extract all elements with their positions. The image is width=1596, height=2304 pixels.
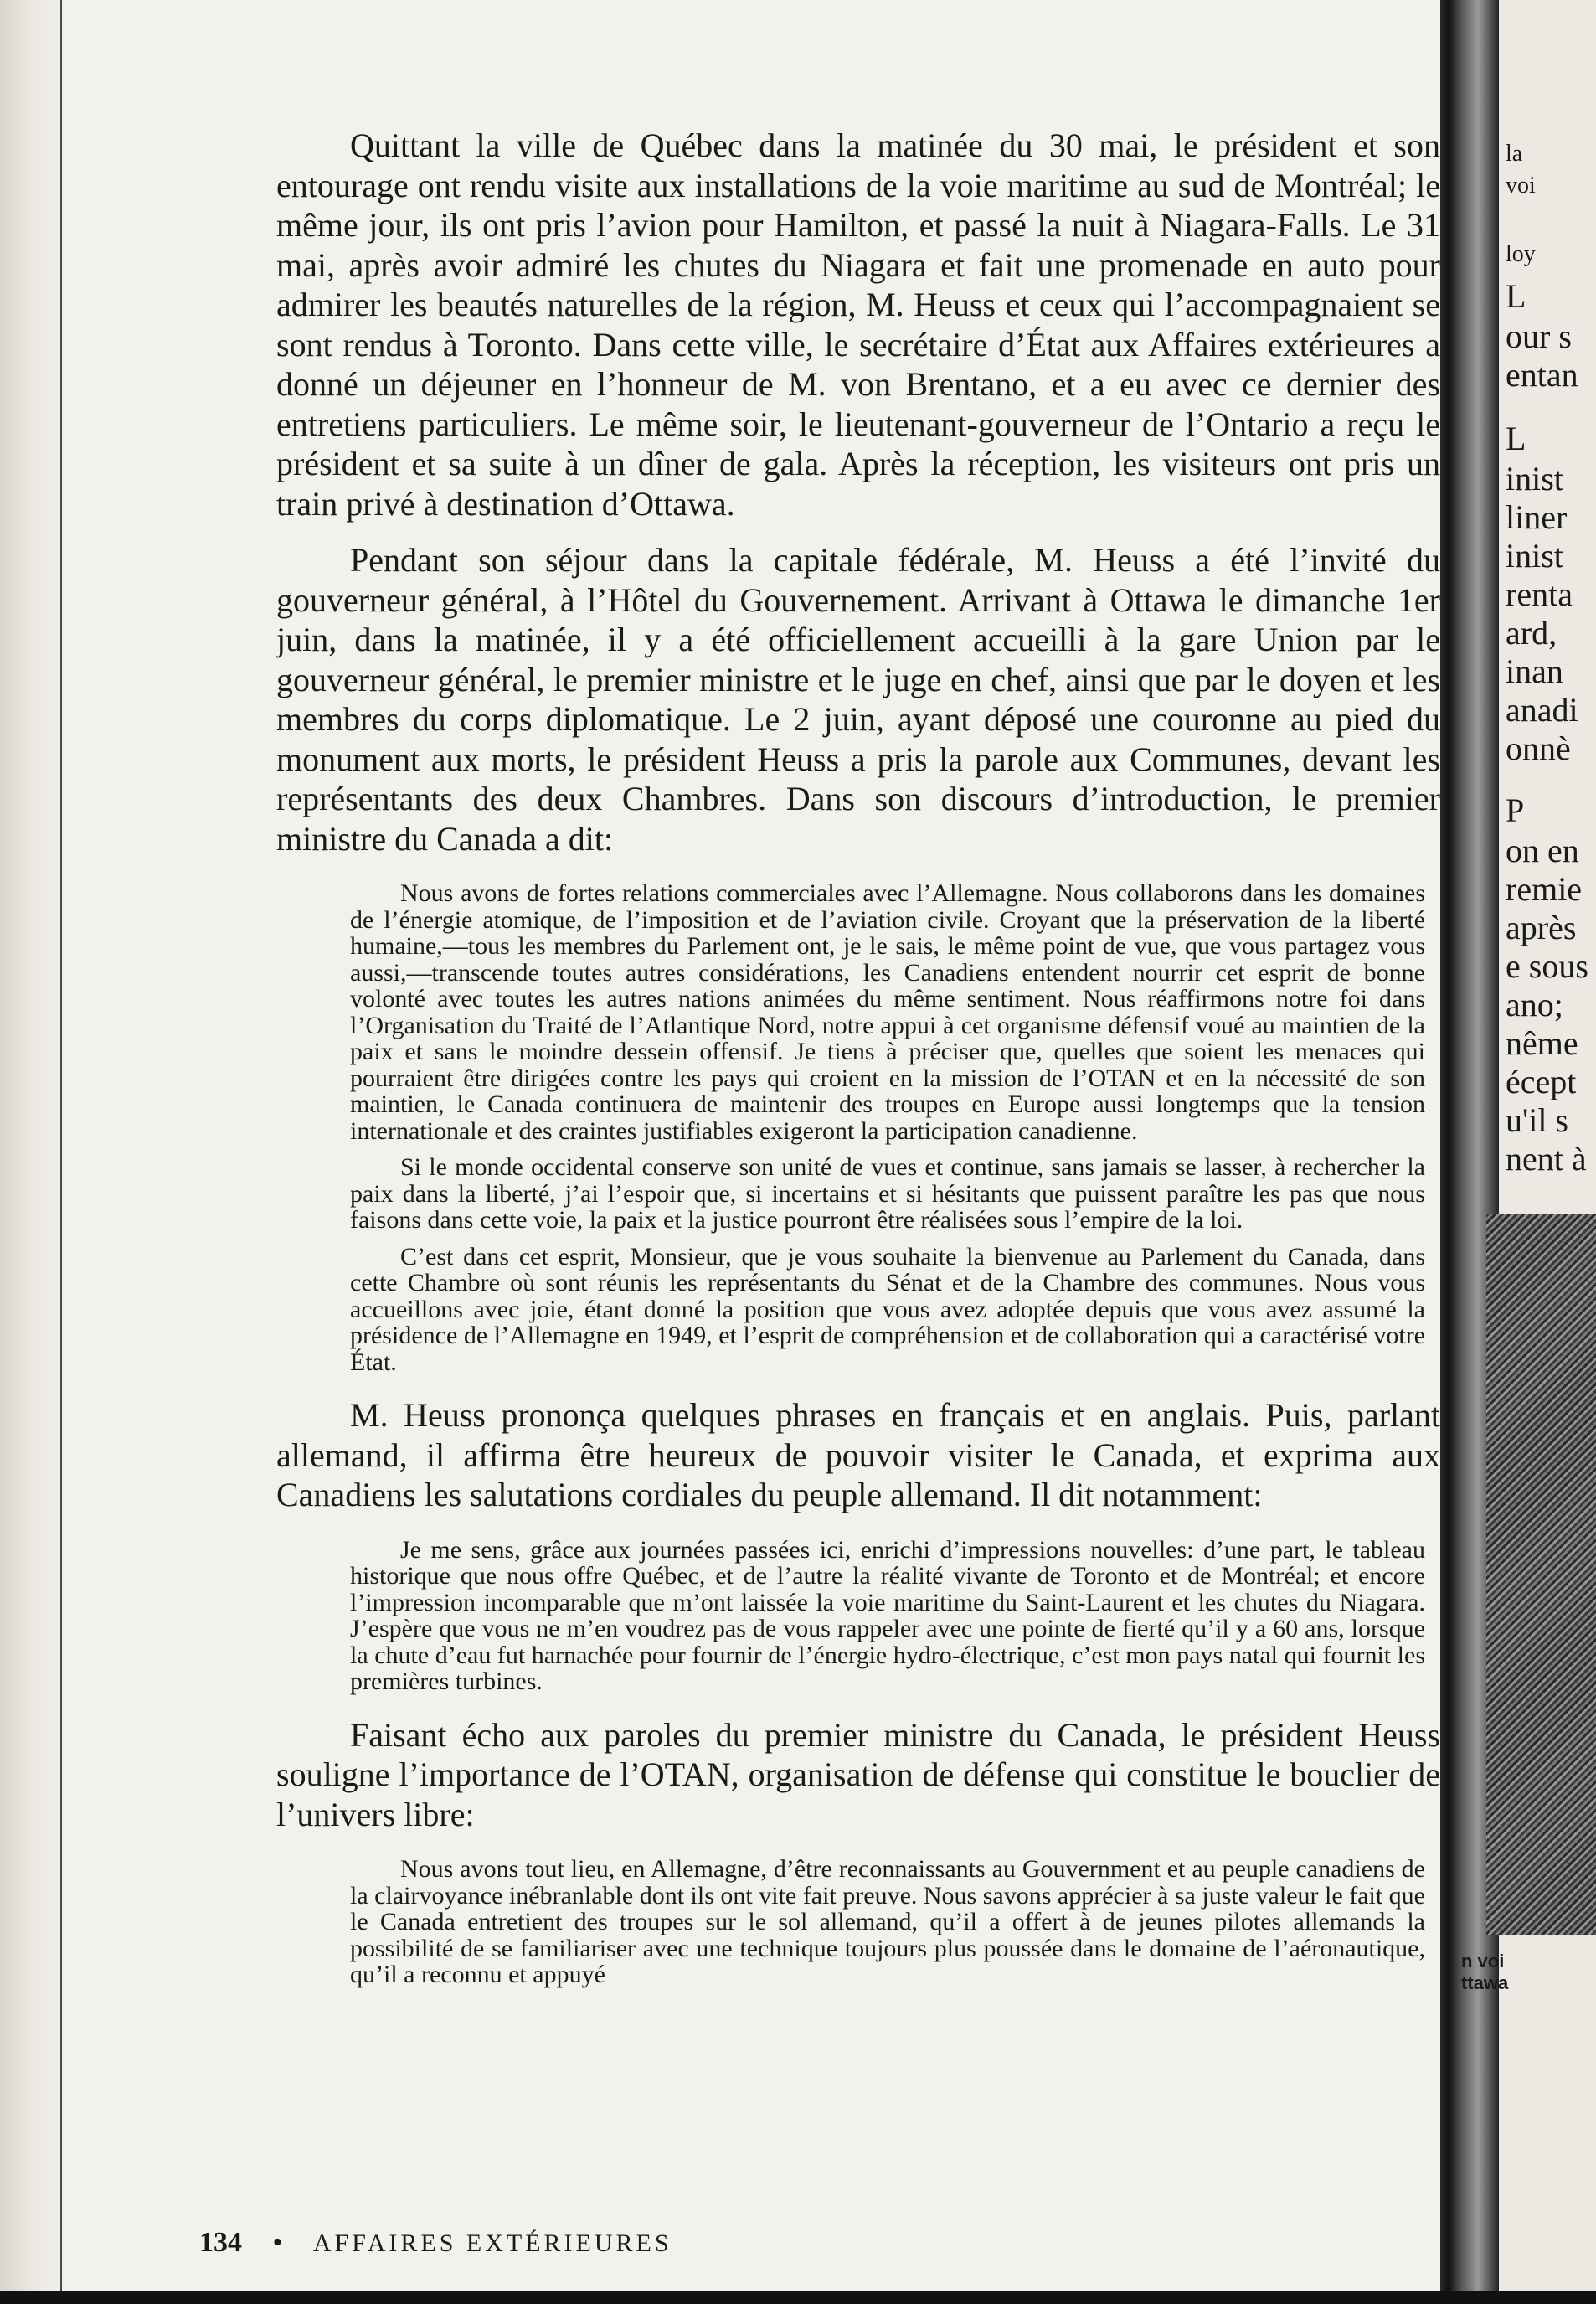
facing-fragment: L: [1506, 420, 1526, 457]
page-number: 134: [199, 2227, 242, 2258]
paragraph-heuss-speech: M. Heuss prononça quelques phrases en français et en anglais. Puis, parlant allemand, il affirma être heureux de pouvoir visiter le Canada, et exprima aux Canadiens les salutations cordiales du peuple allemand. Il dit notamment:: [276, 1396, 1440, 1513]
footer-bullet: •: [272, 2227, 283, 2258]
facing-fragment: anadi: [1506, 691, 1578, 729]
quote-heuss-impressions: Je me sens, grâce aux journées passées ici, enrichi d’impressions nouvelles: d’une part, le tableau historique que nous offre Québec, et de l’autre la réalité vivante de Toronto et de Montréal; et encore l’impression incomparable que m’ont laissée la voie maritime du Saint-Laurent et les chutes du Niagara. J’espère que vous ne m’en voudrez pas de vous rappeler avec une pointe de fierté qu’il y a 60 ans, lorsque la chute d’eau fut harnachée pour fournir de l’énergie hydro-électrique, c’est mon pays natal qui fournit les premières turbines.: [350, 1535, 1425, 1695]
facing-fragment: nent à: [1506, 1140, 1587, 1178]
facing-fragment: our s: [1506, 317, 1572, 355]
facing-fragment: entan: [1506, 356, 1578, 394]
page-footer: [199, 2226, 672, 2260]
paragraph-quebec-visit: Quittant la ville de Québec dans la matinée du 30 mai, le président et son entourage ont rendu visite aux installations de la voie maritime au sud de Montréal; le même jour, ils ont pris l’avion pour Hamilton, et passé la nuit à Niagara-Falls. Le 31 mai, après avoir admiré les chutes du Niagara et fait une promenade en auto pour admirer les beautés naturelles de la région, M. Heuss et ceux qui l’accompagnaient se sont rendus à Toronto. Dans cette ville, le secrétaire d’État aux Affaires extérieures a donné un déjeuner en l’honneur de M. von Brentano, et a eu avec ce dernier des entretiens particuliers. Le même soir, le lieutenant-gouverneur de l’Ontario a reçu le président et sa suite à un dîner de gala. Après la réception, les visiteurs ont pris un train privé à destination d’Ottawa.: [276, 126, 1440, 523]
facing-fragment: ard,: [1506, 614, 1557, 652]
quote-prime-minister-1: Nous avons de fortes relations commerciales avec l’Allemagne. Nous collaborons dans les domaines de l’énergie atomique, de l’imposition et de l’aviation civile. Croyant que la préservation de la liberté humaine,—tous les membres du Parlement ont, je le sais, le même point de vue, que vous partagez vous aussi,—transcende toutes autres considérations, les Canadiens entendent nourrir cet esprit de bonne volonté avec toutes les autres nations animées du même sentiment. Nous réaffirmons notre foi dans l’Organisation du Traité de l’Atlantique Nord, notre appui à cet organisme défensif voué au maintien de la paix et sans le moindre dessein offensif. Je tiens à préciser que, quelles que soient les menaces qui pourraient être dirigées contre les pays qui croient en la mission de l’OTAN et en la nécessité de son maintien, le Canada continuera de maintenir des troupes en Europe aussi longtemps que la tension internationale et des craintes justifiables exigeront la participation canadienne.: [350, 879, 1425, 1145]
journal-title: AFFAIRES EXTÉRIEURES: [312, 2229, 672, 2257]
bottom-scan-edge: [0, 2291, 1596, 2304]
facing-fragment: L: [1506, 277, 1526, 315]
paragraph-ottawa-stay: Pendant son séjour dans la capitale fédérale, M. Heuss a été l’invité du gouverneur général, à l’Hôtel du Gouvernement. Arrivant à Ottawa le dimanche 1er juin, dans la matinée, il y a été officiellement accueilli à la gare Union par le gouverneur général, le premier ministre et le juge en chef, ainsi que par le doyen et les membres du corps diplomatique. Le 2 juin, ayant déposé une couronne au pied du monument aux morts, le président Heuss a pris la parole aux Communes, devant les représentants des deux Chambres. Dans son discours d’introduction, le premier ministre du Canada a dit:: [276, 541, 1440, 858]
facing-fragment: inist: [1506, 460, 1563, 497]
facing-fragment: renta: [1506, 575, 1573, 613]
facing-fragment: liner: [1506, 498, 1568, 536]
quote-prime-minister-3: C’est dans cet esprit, Monsieur, que je vous souhaite la bienvenue au Parlement du Canada, dans cette Chambre où sont réunis les représentants du Sénat et de la Chambre des communes. Nous vous accueillons avec joie, étant donné la position que vous avez adoptée depuis que vous avez assumé la présidence de l’Allemagne en 1949, et l’esprit de compréhension et de collaboration qui a caractérisé votre État.: [350, 1242, 1425, 1376]
facing-fragment: onnè: [1506, 729, 1571, 767]
facing-fragment: on en: [1506, 832, 1579, 869]
photo-caption-line: ttawa: [1461, 1972, 1509, 1993]
facing-fragment: remie: [1506, 870, 1583, 908]
facing-fragment: u'il s: [1506, 1101, 1568, 1139]
quote-heuss-nato: Nous avons tout lieu, en Allemagne, d’être reconnaissants au Gouvernment et au peuple canadiens de la clairvoyance inébranlable dont ils ont vite fait preuve. Nous savons apprécier à sa juste valeur le fait que le Canada entretient des troupes sur le sol allemand, qu’il a offert à de jeunes pilotes allemands la possibilité de se familiariser avec une technique toujours plus poussée dans le domaine de l’aéronautique, qu’il a reconnu et appuyé: [350, 1855, 1425, 1988]
quote-prime-minister-2: Si le monde occidental conserve son unité de vues et continue, sans jamais se lasser, à rechercher la paix dans la liberté, j’ai l’espoir que, si incertains et si hésitants que puissent paraître les pas que nous faisons dans cette voie, la paix et la justice pourront être réalisées sous l’empire de la loi.: [350, 1153, 1425, 1234]
facing-fragment: la: [1506, 141, 1523, 167]
left-margin-line: [60, 0, 62, 2304]
facing-fragment: nême: [1506, 1024, 1578, 1062]
facing-fragment: voi: [1506, 173, 1536, 198]
facing-page-photo: [1486, 1214, 1596, 1935]
page-body: [276, 126, 1440, 2270]
left-gutter-shadow: [0, 0, 67, 2304]
photo-caption-line: n voi: [1461, 1951, 1505, 1972]
facing-fragment: e sous: [1506, 947, 1588, 985]
facing-fragment: inist: [1506, 537, 1563, 575]
facing-fragment: écept: [1506, 1063, 1577, 1100]
facing-page: [1499, 0, 1596, 2304]
facing-fragment: P: [1506, 791, 1525, 829]
facing-fragment: ano;: [1506, 986, 1563, 1023]
facing-fragment: après: [1506, 909, 1577, 946]
facing-fragment: loy: [1506, 241, 1536, 267]
facing-fragment: inan: [1506, 652, 1563, 690]
paragraph-nato: Faisant écho aux paroles du premier ministre du Canada, le président Heuss souligne l’importance de l’OTAN, organisation de défense qui constitue le bouclier de l’univers libre:: [276, 1715, 1440, 1833]
